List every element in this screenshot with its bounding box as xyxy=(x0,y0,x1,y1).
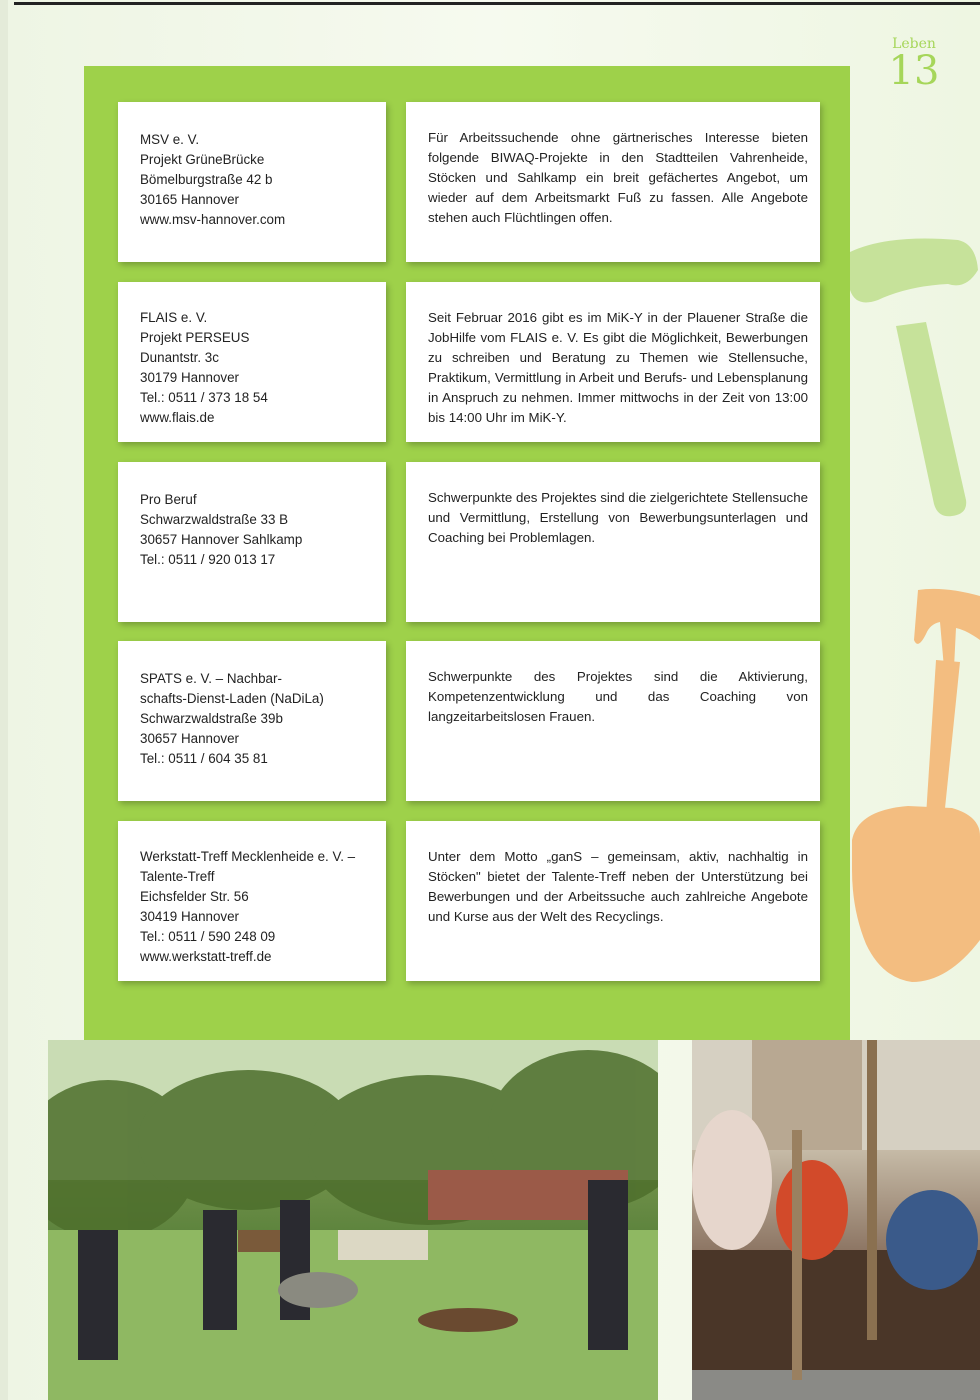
address-card-msv xyxy=(118,102,386,262)
description-card-flais xyxy=(406,282,820,442)
phone-number: Tel.: 0511 / 920 013 17 xyxy=(140,552,276,567)
website-link[interactable]: www.msv-hannover.com xyxy=(140,212,286,227)
description-text: Schwerpunkte des Projektes sind die Aktivierung, Kompetenzentwicklung und das Coaching von langzeitarbeitslosen Frauen. xyxy=(428,669,808,724)
address-card-werkstatt-treff xyxy=(118,821,386,981)
description-card-spats xyxy=(406,641,820,801)
address-line: Schwarzwaldstraße 39b xyxy=(140,711,283,726)
description-text: Unter dem Motto „ganS – gemeinsam, aktiv, nachhaltig in Stöcken" bietet der Talente-Treff neben der Unterstützung bei Bewerbungen und der Arbeitssuche auch zahlreiche Angebote und Kurse aus der Welt des Recyclings. xyxy=(428,849,808,924)
address-card-spats xyxy=(118,641,386,801)
address-line: SPATS e. V. – Nachbar- xyxy=(140,671,282,686)
website-link[interactable]: www.werkstatt-treff.de xyxy=(140,949,272,964)
address-line: Pro Beruf xyxy=(140,492,197,507)
address-line: Projekt GrüneBrücke xyxy=(140,152,265,167)
address-line: MSV e. V. xyxy=(140,132,200,147)
address-card-pro-beruf xyxy=(118,462,386,622)
description-text: Seit Februar 2016 gibt es im MiK-Y in der Plauener Straße die JobHilfe vom FLAIS e. V. Es gibt die Möglichkeit, Bewerbungen zu schreiben und Beratung zu Themen wie Stellensuche, Praktikum, Vermittlung in Arbeit und Berufs- und Lebensplanung in Anspruch zu nehmen. Immer mittwochs in der Zeit von 13:00 bis 14:00 Uhr im MiK-Y. xyxy=(428,310,808,425)
description-text: Schwerpunkte des Projektes sind die zielgerichtete Stellensuche und Vermittlung, Erstellung von Bewerbungsunterlagen und Coaching bei Problemlagen. xyxy=(428,490,808,545)
page-gutter xyxy=(0,0,8,1400)
address-line: Bömelburgstraße 42 b xyxy=(140,172,273,187)
address-line: 30165 Hannover xyxy=(140,192,240,207)
page-number: 13 xyxy=(888,48,940,94)
description-card-msv xyxy=(406,102,820,262)
address-line: Talente-Treff xyxy=(140,869,215,884)
phone-number: Tel.: 0511 / 373 18 54 xyxy=(140,390,268,405)
description-card-pro-beruf xyxy=(406,462,820,622)
garden-work-photo xyxy=(48,1040,658,1400)
phone-number: Tel.: 0511 / 604 35 81 xyxy=(140,751,268,766)
description-card-werkstatt-treff xyxy=(406,821,820,981)
tools-illustration xyxy=(848,230,980,990)
address-card-flais xyxy=(118,282,386,442)
description-text: Für Arbeitssuchende ohne gärtnerisches Interesse bieten folgende BIWAQ-Projekte in den Stadtteilen Vahrenheide, Stöcken und Sahlkamp ein breit gefächertes Angebot, um wieder auf dem Arbeitsmarkt Fuß zu fassen. Alle Angebote stehen auch Flüchtlingen offen. xyxy=(428,130,808,225)
address-line: FLAIS e. V. xyxy=(140,310,208,325)
garden-scene-illustration xyxy=(48,1040,658,1400)
address-line: Projekt PERSEUS xyxy=(140,330,250,345)
section-label: Leben xyxy=(892,36,936,52)
address-line: Schwarzwaldstraße 33 B xyxy=(140,512,289,527)
address-line: 30657 Hannover xyxy=(140,731,240,746)
phone-number: Tel.: 0511 / 590 248 09 xyxy=(140,929,276,944)
address-line: schafts-Dienst-Laden (NaDiLa) xyxy=(140,691,324,706)
page-header xyxy=(884,36,944,94)
address-line: Eichsfelder Str. 56 xyxy=(140,889,249,904)
address-line: 30657 Hannover Sahlkamp xyxy=(140,532,303,547)
address-line: Werkstatt-Treff Mecklenheide e. V. – xyxy=(140,849,356,864)
hammer-icon xyxy=(850,239,978,517)
address-line: 30419 Hannover xyxy=(140,909,240,924)
website-link[interactable]: www.flais.de xyxy=(140,410,215,425)
shovel-icon xyxy=(852,589,980,982)
address-line: 30179 Hannover xyxy=(140,370,240,385)
planting-photo xyxy=(692,1040,980,1400)
top-rule xyxy=(14,2,980,5)
address-line: Dunantstr. 3c xyxy=(140,350,219,365)
planting-scene-illustration xyxy=(692,1040,980,1400)
